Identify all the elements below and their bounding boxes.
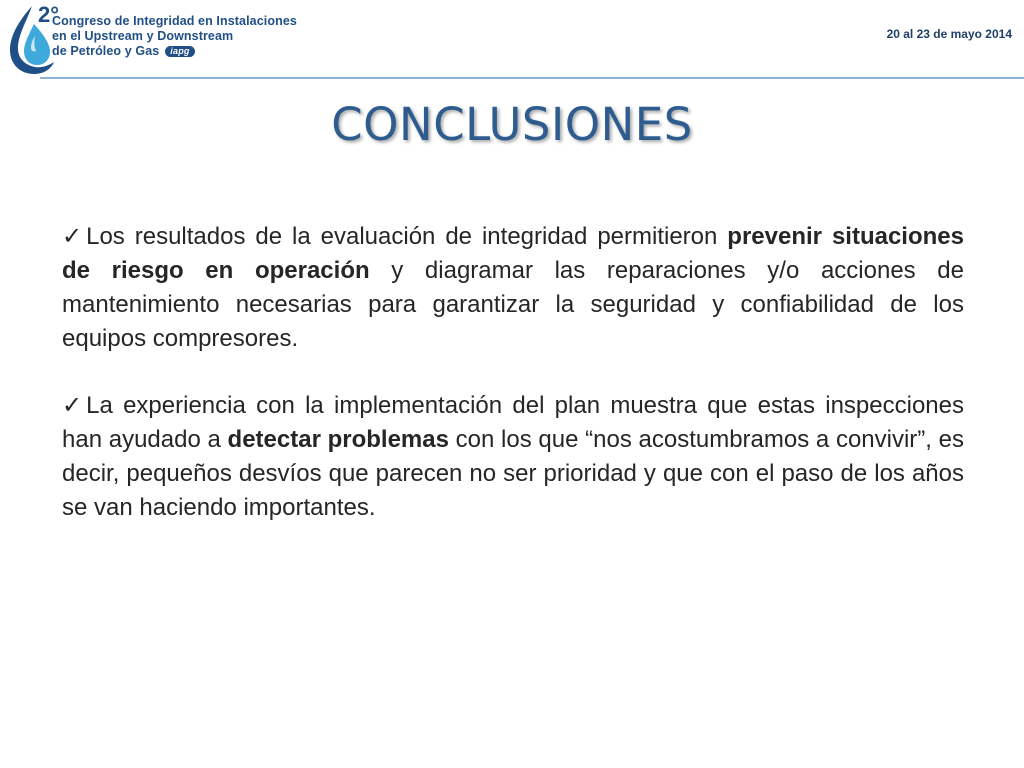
header-divider xyxy=(40,77,1024,79)
bullet-1-text-b: y diagramar las reparaciones y/o acciones de mantenimiento necesarias para garantizar la seguridad y confiabilidad de los equipos compresores. xyxy=(62,257,964,352)
conclusions-list xyxy=(62,220,964,558)
page-title: CONCLUSIONES xyxy=(331,98,693,151)
iapg-badge: iapg xyxy=(165,46,194,57)
bullet-2-emphasis: detectar problemas xyxy=(227,426,449,453)
congress-name-line-2: en el Upstream y Downstream xyxy=(52,29,234,43)
bullet-2-text-b: con los que “nos acostumbramos a convivir”, es decir, pequeños desvíos que parecen no ser prioridad y que con el paso de los años se van haciendo importantes. xyxy=(62,426,964,521)
congress-name-line-3-row xyxy=(52,44,297,59)
congress-name-line-3: de Petróleo y Gas xyxy=(52,44,160,58)
check-mark-icon: ✓ xyxy=(62,223,83,250)
congress-name-line-1: Congreso de Integridad en Instalaciones xyxy=(52,14,297,28)
list-item xyxy=(62,220,964,356)
event-date: 20 al 23 de mayo 2014 xyxy=(886,27,1012,41)
logo-number: 2° xyxy=(38,2,60,27)
check-mark-icon: ✓ xyxy=(62,392,83,419)
bullet-2-text-a: La experiencia con la implementación del plan muestra que estas inspecciones han ayudado a xyxy=(62,392,964,453)
congress-name xyxy=(52,14,297,59)
bullet-1-emphasis: prevenir situaciones de riesgo en operación xyxy=(62,223,964,284)
bullet-1-text-a: Los resultados de la evaluación de integridad permitieron xyxy=(86,223,728,250)
list-item xyxy=(62,389,964,525)
